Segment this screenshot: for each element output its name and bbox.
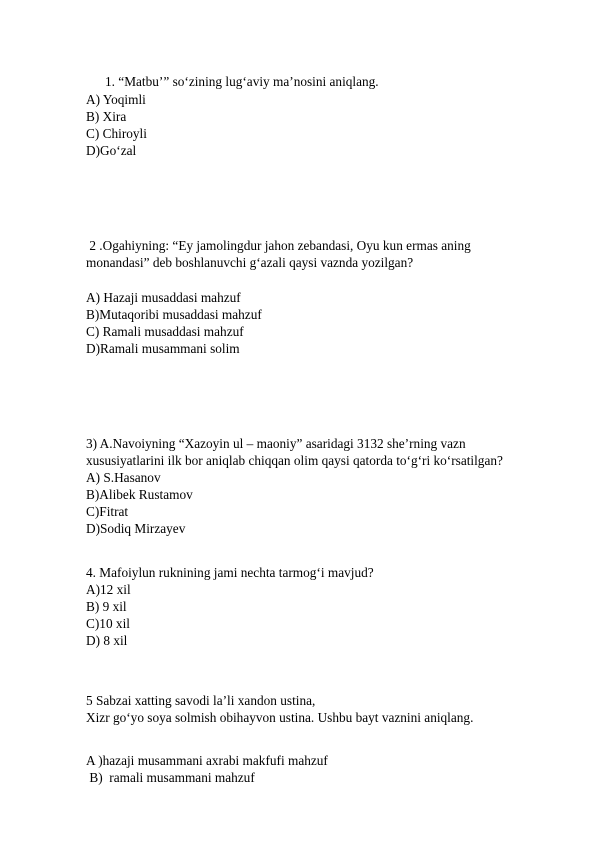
question-2-option-b: B)Mutaqoribi musaddasi mahzuf bbox=[86, 307, 262, 322]
question-3-option-c: C)Fitrat bbox=[86, 504, 129, 519]
question-2-prompt-line-2: monandasi” deb boshlanuvchi g‘azali qaysi vaznda yozilgan? bbox=[86, 255, 414, 270]
question-5-option-a: A )hazaji musammani axrabi makfufi mahzuf bbox=[86, 753, 328, 768]
question-3-option-d: D)Sodiq Mirzayev bbox=[86, 521, 186, 536]
question-2-option-a: A) Hazaji musaddasi mahzuf bbox=[86, 290, 241, 305]
question-1-option-b: B) Xira bbox=[86, 109, 127, 124]
question-4-option-a: A)12 xil bbox=[86, 582, 131, 597]
question-4-option-d: D) 8 xil bbox=[86, 633, 128, 648]
question-3-prompt-line-1: 3) A.Navoiyning “Xazoyin ul – maoniy” asaridagi 3132 she’rning vazn bbox=[86, 436, 466, 451]
question-2-option-c: C) Ramali musaddasi mahzuf bbox=[86, 324, 244, 339]
question-1-option-c: C) Chiroyli bbox=[86, 126, 147, 141]
question-1-option-d: D)Go‘zal bbox=[86, 143, 137, 158]
question-1-prompt: 1. “Matbu’” so‘zining lug‘aviy ma’nosini aniqlang. bbox=[105, 74, 379, 89]
question-3-prompt-line-2: xususiyatlarini ilk bor aniqlab chiqqan olim qaysi qatorda to‘g‘ri ko‘rsatilgan? bbox=[86, 453, 503, 468]
question-3-option-a: A) S.Hasanov bbox=[86, 470, 161, 485]
question-5-prompt-line-1: 5 Sabzai xatting savodi la’li xandon ustina, bbox=[86, 693, 316, 708]
question-3-option-b: B)Alibek Rustamov bbox=[86, 487, 193, 502]
question-5-option-b: B) ramali musammani mahzuf bbox=[86, 770, 255, 785]
question-4-option-b: B) 9 xil bbox=[86, 599, 127, 614]
question-2-option-d: D)Ramali musammani solim bbox=[86, 341, 240, 356]
question-4-prompt: 4. Mafoiylun ruknining jami nechta tarmog‘i mavjud? bbox=[86, 565, 374, 580]
question-1-option-a: A) Yoqimli bbox=[86, 92, 146, 107]
question-2-prompt-line-1: 2 .Ogahiyning: “Ey jamolingdur jahon zebandasi, Oyu kun ermas aning bbox=[86, 238, 471, 253]
question-4-option-c: C)10 xil bbox=[86, 616, 130, 631]
question-5-prompt-line-2: Xizr go‘yo soya solmish obihayvon ustina. Ushbu bayt vaznini aniqlang. bbox=[86, 710, 474, 725]
